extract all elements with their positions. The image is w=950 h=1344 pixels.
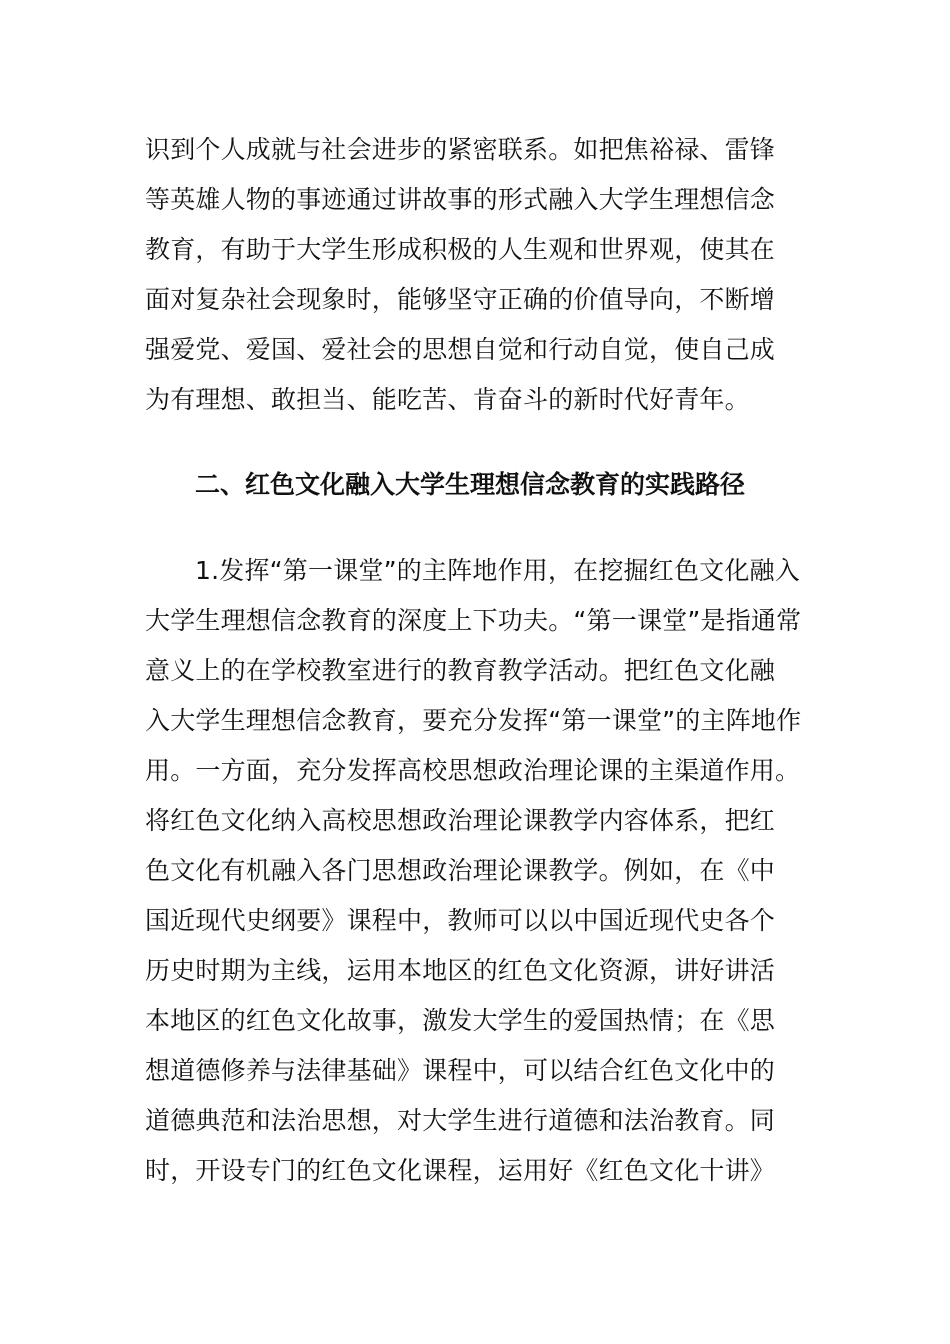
paragraph-2-line-8: 国近现代史纲要》课程中，教师可以以中国近现代史各个 xyxy=(145,906,776,935)
paragraph-2-line-11: 想道德修养与法律基础》课程中，可以结合红色文化中的 xyxy=(145,1056,776,1085)
paragraph-1-line-6: 为有理想、敢担当、能吃苦、肯奋斗的新时代好青年。 xyxy=(145,385,750,414)
paragraph-2-line-9: 历史时期为主线，运用本地区的红色文化资源，讲好讲活 xyxy=(145,956,776,985)
paragraph-2-line-4: 入大学生理想信念教育，要充分发挥“第一课堂”的主阵地作 xyxy=(145,706,802,735)
paragraph-1-line-1: 识到个人成就与社会进步的紧密联系。如把焦裕禄、雷锋 xyxy=(145,135,776,164)
paragraph-1-line-4: 面对复杂社会现象时，能够坚守正确的价值导向，不断增 xyxy=(145,285,776,314)
paragraph-2-line-1: 1.发挥“第一课堂”的主阵地作用，在挖掘红色文化融入 xyxy=(195,556,800,585)
paragraph-1-line-2: 等英雄人物的事迹通过讲故事的形式融入大学生理想信念 xyxy=(145,185,776,214)
paragraph-2-line-10: 本地区的红色文化故事，激发大学生的爱国热情；在《思 xyxy=(145,1006,776,1035)
paragraph-2-line-12: 道德典范和法治思想，对大学生进行道德和法治教育。同 xyxy=(145,1106,776,1135)
paragraph-2-line-7: 色文化有机融入各门思想政治理论课教学。例如，在《中 xyxy=(145,856,776,885)
paragraph-2-line-6: 将红色文化纳入高校思想政治理论课教学内容体系，把红 xyxy=(145,806,776,835)
paragraph-2-line-13: 时，开设专门的红色文化课程，运用好《红色文化十讲》 xyxy=(145,1156,776,1185)
paragraph-2-line-5: 用。一方面，充分发挥高校思想政治理论课的主渠道作用。 xyxy=(145,756,801,785)
paragraph-1-line-5: 强爱党、爱国、爱社会的思想自觉和行动自觉，使自己成 xyxy=(145,335,776,364)
paragraph-1-line-3: 教育，有助于大学生形成积极的人生观和世界观，使其在 xyxy=(145,235,776,264)
paragraph-2-line-2: 大学生理想信念教育的深度上下功夫。“第一课堂”是指通常 xyxy=(145,606,802,635)
section-heading: 二、红色文化融入大学生理想信念教育的实践路径 xyxy=(195,470,746,499)
paragraph-2-line-3: 意义上的在学校教室进行的教育教学活动。把红色文化融 xyxy=(145,656,776,685)
